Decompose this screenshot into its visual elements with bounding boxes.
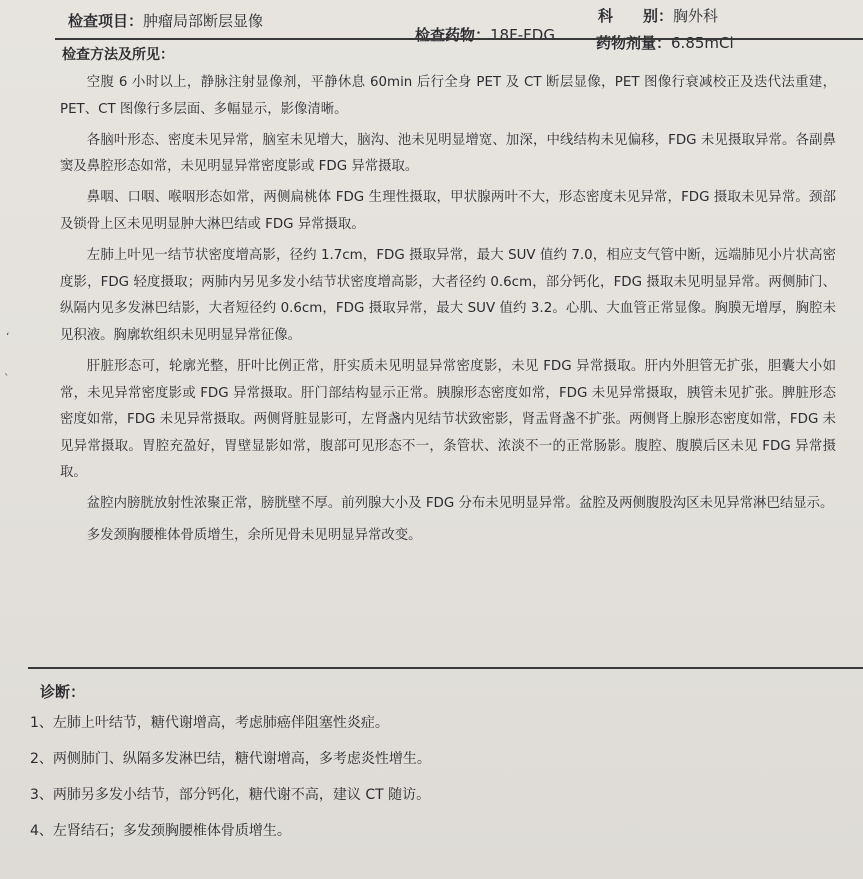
header-divider [55, 38, 863, 40]
diagnosis-item: 4、左肾结石；多发颈胸腰椎体骨质增生。 [30, 823, 291, 839]
diagnosis-list [30, 712, 431, 856]
findings-paragraph: 多发颈胸腰椎体骨质增生，余所见骨未见明显异常改变。 [86, 527, 422, 543]
drug-label: 检查药物： [415, 26, 491, 44]
dose-value: 6.85mCi [671, 34, 734, 52]
drug-value: 18F-FDG [490, 26, 555, 44]
diagnosis-item: 1、左肺上叶结节，糖代谢增高，考虑肺癌伴阻塞性炎症。 [30, 715, 389, 731]
dose-label: 药物剂量： [596, 34, 672, 52]
diagnosis-divider [28, 667, 863, 669]
margin-mark: ˋ [4, 372, 10, 385]
department [598, 5, 718, 26]
findings-title: 检查方法及所见： [62, 47, 174, 63]
findings-paragraph: 各脑叶形态、密度未见异常，脑室未见增大，脑沟、池未见明显增宽、加深，中线结构未见偏移，FDG 未见摄取异常。各副鼻窦及鼻腔形态如常，未见明显异常密度影或 FDG 异常摄取。 [60, 132, 836, 175]
margin-mark: ʻ [6, 330, 10, 343]
findings-paragraph: 鼻咽、口咽、喉咽形态如常，两侧扁桃体 FDG 生理性摄取，甲状腺两叶不大，形态密度未见异常，FDG 摄取未见异常。颈部及锁骨上区未见明显肿大淋巴结或 FDG 异常摄取。 [60, 190, 836, 232]
department-value: 胸外科 [673, 7, 719, 25]
exam-item [68, 10, 263, 31]
drug [415, 24, 555, 45]
department-label: 科 别： [598, 7, 674, 25]
diagnosis-item: 2、两侧肺门、纵隔多发淋巴结，糖代谢增高，多考虑炎性增生。 [30, 751, 431, 767]
findings-paragraph: 左肺上叶见一结节状密度增高影，径约 1.7cm，FDG 摄取异常，最大 SUV 值约 7.0，相应支气管中断，远端肺见小片状高密度影，FDG 轻度摄取；两肺内另见多发小结节状密度增高影，大者径约 0.6cm，部分钙化，FDG 摄取未见明显异常。两侧肺门、纵隔内见多发淋巴结影，大者短径约 0.6cm，FDG 摄取异常，最大 SUV 值约 3.2。心肌、大血管正常显像。胸膜无增厚，胸腔未见积液。胸廓软组织未见明显异常征像。 [60, 248, 836, 343]
exam-item-value: 肿瘤局部断层显像 [143, 12, 264, 30]
diagnosis-title: 诊断： [40, 683, 86, 701]
findings-paragraph: 盆腔内膀胱放射性浓聚正常，膀胱壁不厚。前列腺大小及 FDG 分布未见明显异常。盆腔及两侧腹股沟区未见异常淋巴结显示。 [86, 496, 834, 512]
findings-paragraph: 空腹 6 小时以上，静脉注射显像剂，平静休息 60min 后行全身 PET 及 CT 断层显像，PET 图像行衰减校正及迭代法重建，PET、CT 图像行多层面、多幅显示，影像清晰。 [60, 75, 836, 117]
findings-paragraph: 肝脏形态可，轮廓光整，肝叶比例正常，肝实质未见明显异常密度影，未见 FDG 异常摄取。肝内外胆管无扩张，胆囊大小如常，未见异常密度影或 FDG 异常摄取。肝门部结构显示正常。胰腺形态密度如常，FDG 未见异常摄取，胰管未见扩张。脾脏形态密度如常，FDG 未见异常摄取。两侧肾脏显影可，左肾盏内见结节状致密影，肾盂肾盏不扩张。两侧肾上腺形态密度如常，FDG 未见异常摄取。胃腔充盈好，胃壁显影如常，腹部可见形态不一，条管状、浓淡不一的正常肠影。腹腔、腹膜后区未见 FDG 异常摄取。 [60, 358, 836, 481]
exam-item-label: 检查项目： [68, 12, 144, 30]
findings-body [60, 70, 836, 554]
dose [596, 32, 734, 53]
diagnosis-item: 3、两肺另多发小结节，部分钙化，糖代谢不高，建议 CT 随访。 [30, 787, 431, 803]
